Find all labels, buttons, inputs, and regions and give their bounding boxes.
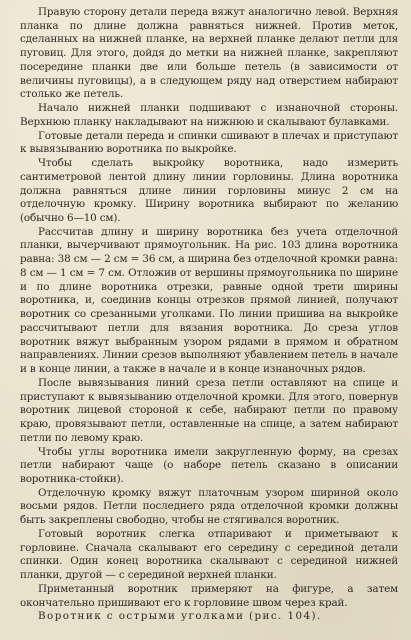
paragraph-attach-collar: Готовый воротник слегка отпаривают и приметывают к горловине. Сначала скалывают его середину с серединой детали спинки. Один конец воротника скалывают с серединой нижней планки, другой — с серединой верхней планки. (20, 527, 398, 582)
paragraph-sew-shoulders: Готовые детали переда и спинки сшивают в плечах и приступают к вывязыванию воротника по выкройке. (20, 129, 398, 156)
paragraph-edge-stitch: Отделочную кромку вяжут платочным узором шириной около восьми рядов. Петли последнего ряда отделочной кромки должны быть закреплены свободно, чтобы не стягивался воротник. (20, 486, 398, 527)
paragraph-rounded-corners: Чтобы углы воротника имели закругленную форму, на срезах петли набирают чаще (о наборе петель сказано в описании воротника-стойки). (20, 445, 398, 485)
paragraph-lower-placket: Начало нижней планки подшивают с изнаночной стороны. Верхнюю планку накладывают на нижнюю и скалывают булавками. (20, 102, 398, 128)
paragraph-finishing-edge: После вывязывания линий среза петли оставляют на спице и приступают к вывязыванию отделочной кромки. Для этого, повернув воротник лицевой стороной к себе, набирают петли по правому краю, провязывают петли, оставленные на спице, а затем набирают петли по левому краю. (20, 376, 398, 444)
paragraph-collar-calculation: Рассчитав длину и ширину воротника без учета отделочной планки, вычерчивают прямоугольник. На рис. 103 длина воротника равна: 38 см — 2 см = 36 см, а ширина без отделочной кромки равна: 8 см — 1 см = 7 см. Отложив от вершины прямоугольника по ширине и по длине воротника отрезки, равные одной трети ширины воротника, и, соединив концы отрезков прямой линией, получают воротник со срезанными уголками. По линии пришива на выкройке рассчитывают петли для вязания воротника. До среза углов воротник вяжут выбранным узором рядами в прямом и обратном направлениях. Линии срезов выполняют убавлением петель в начале и в конце линии, а также в начале и в конце изнаночных рядов. (20, 225, 398, 376)
paragraph-collar-pattern: Чтобы сделать выкройку воротника, надо измерить сантиметровой лентой длину линии горловины. Длина воротника должна равняться длине линии горловины минус 2 см на отделочную кромку. Ширину воротника выбирают по желанию (обычно 6—10 см). (20, 157, 398, 225)
section-heading-pointed-collar: Воротник с острыми уголками (рис. 104). (38, 610, 322, 623)
paragraph-final-sewing: Приметанный воротник примеряют на фигуре, а затем окончательно пришивают его к горловине швом через край. (20, 582, 398, 609)
paragraph-right-front-part: Правую сторону детали переда вяжут аналогично левой. Верхняя планка по длине должна равняться нижней. Против меток, сделанных на нижней планке, на верхней планке делают петли для пуговиц. Для этого, дойдя до метки на нижней планке, закрепляют посередине планки две или больше петель (в зависимости от величины пуговицы), а в следующем ряду над отверстием набирают столько же петель. (20, 6, 398, 101)
